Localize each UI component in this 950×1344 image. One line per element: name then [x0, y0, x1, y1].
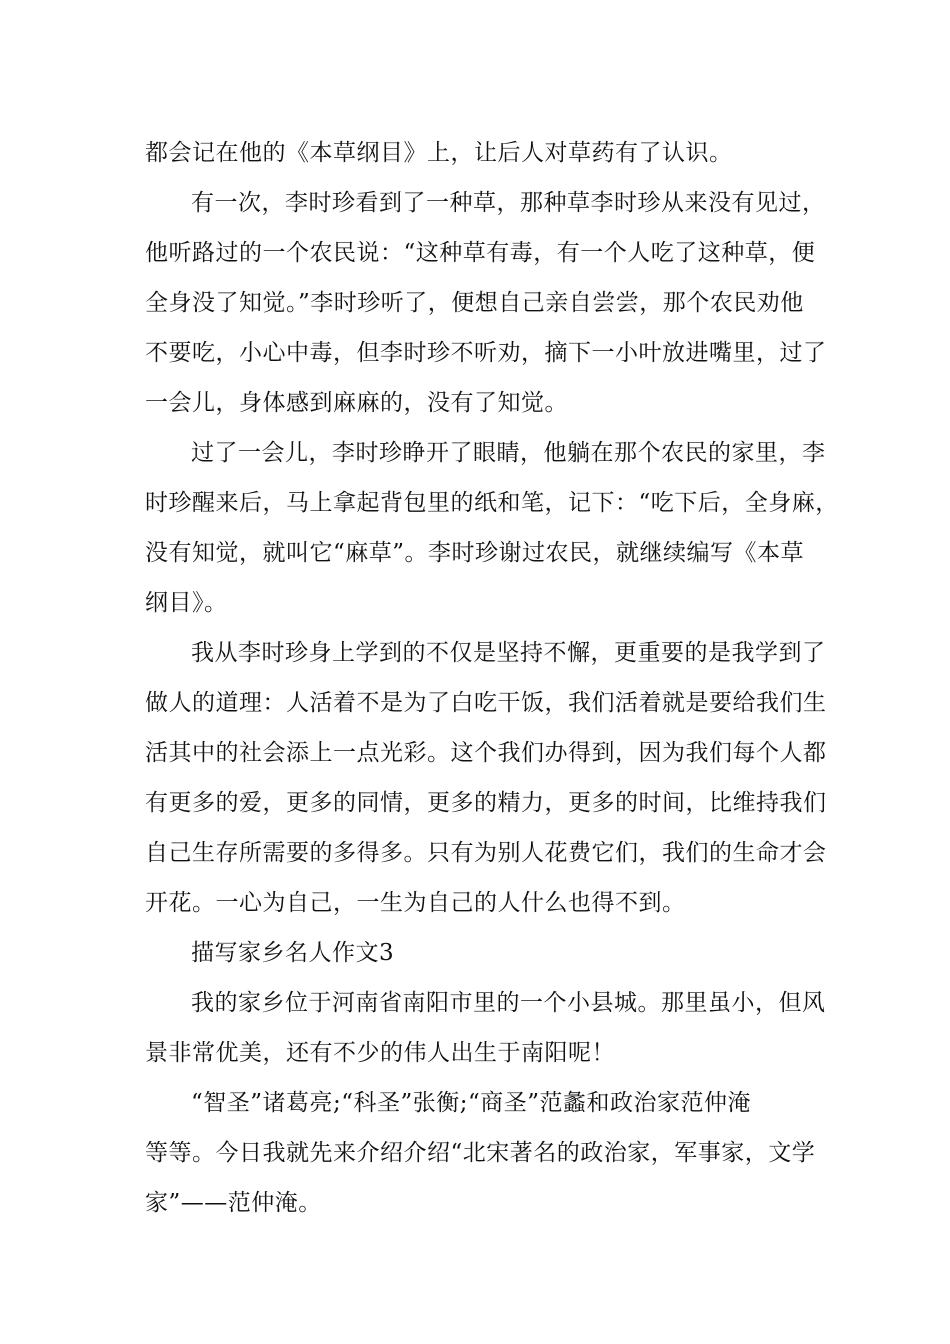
text-line: 做人的道理：人活着不是为了白吃干饭，我们活着就是要给我们生: [145, 690, 827, 716]
text-line: 有一次，李时珍看到了一种草，那种草李时珍从来没有见过，: [191, 190, 826, 216]
text-line: 他听路过的一个农民说：“这种草有毒，有一个人吃了这种草，便: [145, 240, 816, 266]
document-body: [145, 128, 839, 1228]
text-line: 景非常优美，还有不少的伟人出生于南阳呢！: [145, 1040, 615, 1066]
text-line: 等等。今日我就先来介绍介绍“北宋著名的政治家，军事家，文学: [145, 1140, 816, 1166]
text-line: 都会记在他的《本草纲目》上，让后人对草药有了认识。: [145, 140, 733, 166]
text-line: 一会儿，身体感到麻麻的，没有了知觉。: [145, 390, 568, 416]
text-line: 没有知觉，就叫它“麻草”。李时珍谢过农民，就继续编写《本草: [145, 540, 805, 566]
text-line: 全身没了知觉。”李时珍听了，便想自己亲自尝尝，那个农民劝他: [145, 290, 804, 316]
text-line: 有更多的爱，更多的同情，更多的精力，更多的时间，比维持我们: [145, 790, 827, 816]
text-line: 我从李时珍身上学到的不仅是坚持不懈，更重要的是我学到了: [191, 640, 826, 666]
text-line: 活其中的社会添上一点光彩。这个我们办得到，因为我们每个人都: [145, 740, 827, 766]
text-line: 过了一会儿，李时珍睁开了眼睛，他躺在那个农民的家里，李: [191, 440, 826, 466]
text-line: 时珍醒来后，马上拿起背包里的纸和笔，记下：“吃下后，全身麻，: [145, 490, 839, 516]
section-heading: 描写家乡名人作文3: [191, 940, 395, 966]
text-line: 家”——范仲淹。: [145, 1190, 322, 1216]
text-line: 开花。一心为自己，一生为自己的人什么也得不到。: [145, 890, 686, 916]
text-line: 自己生存所需要的多得多。只有为别人花费它们，我们的生命才会: [145, 840, 827, 866]
text-line: 不要吃，小心中毒，但李时珍不听劝，摘下一小叶放进嘴里，过了: [145, 340, 827, 366]
text-line: “智圣”诸葛亮;“科圣”张衡;“商圣”范蠡和政治家范仲淹: [191, 1090, 752, 1116]
text-line: 我的家乡位于河南省南阳市里的一个小县城。那里虽小，但风: [191, 990, 826, 1016]
text-line: 纲目》。: [145, 590, 228, 616]
